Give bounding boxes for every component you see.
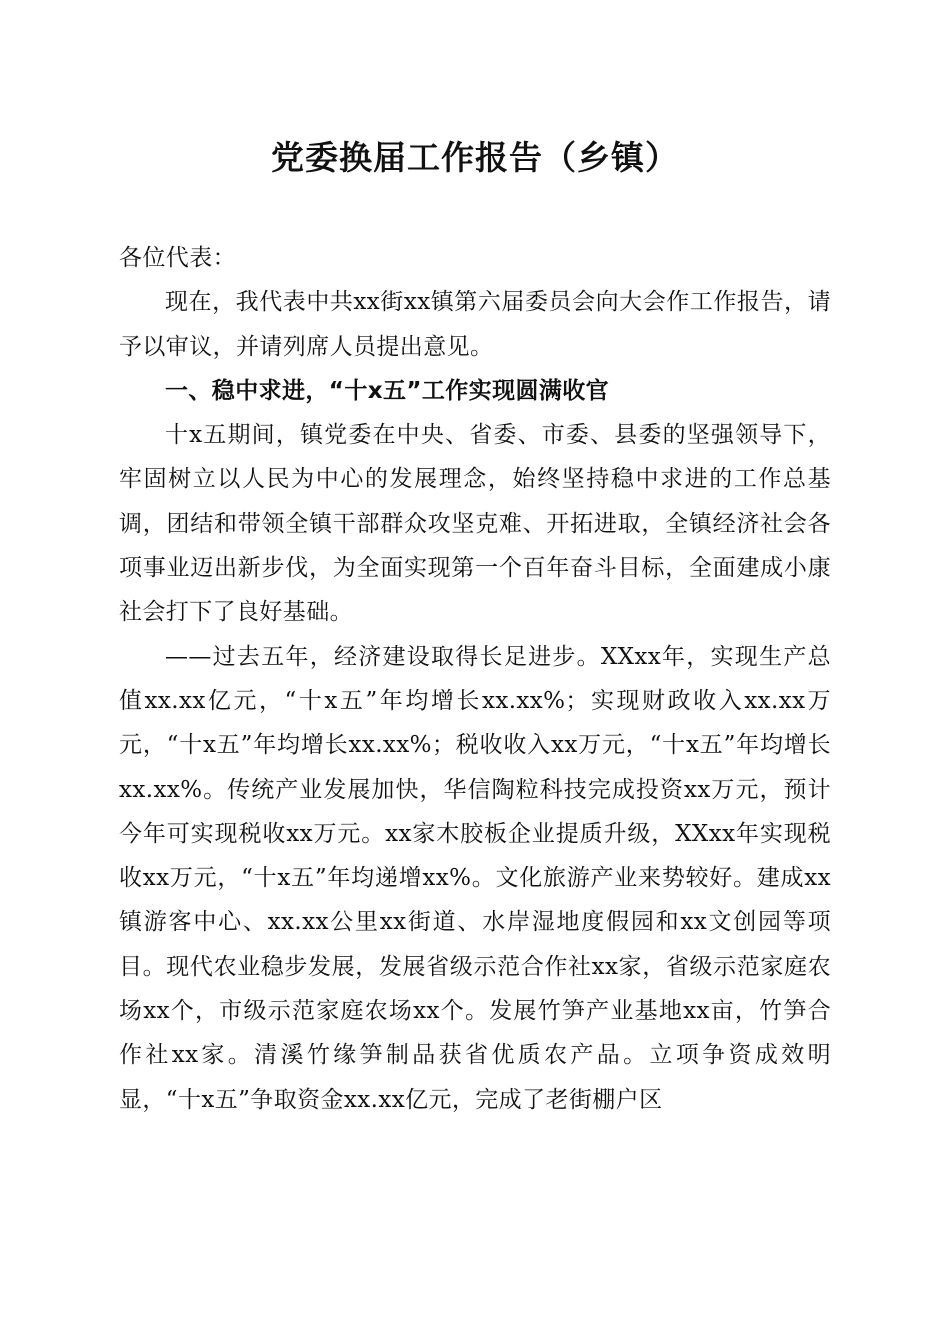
document-title: 党委换届工作报告（乡镇） — [271, 138, 679, 177]
document-body — [119, 236, 831, 1122]
intro-paragraph: 现在，我代表中共xx街xx镇第六届委员会向大会作工作报告，请予以审议，并请列席人员提出意见。 — [119, 289, 831, 360]
paragraph: 十x五期间，镇党委在中央、省委、市委、县委的坚强领导下，牢固树立以人民为中心的发展理念，始终坚持稳中求进的工作总基调，团结和带领全镇干部群众攻坚克难、开拓进取，全镇经济社会各项事业迈出新步伐，为全面实现第一个百年奋斗目标，全面建成小康社会打下了良好基础。 — [119, 422, 831, 626]
paragraph: ——过去五年，经济建设取得长足进步。XXxx年，实现生产总值xx.xx亿元，“十x五”年均增长xx.xx%；实现财政收入xx.xx万元，“十x五”年均增长xx.xx%；税收收入xx万元，“十x五”年均增长xx.xx%。传统产业发展加快，华信陶粒科技完成投资xx万元，预计今年可实现税收xx万元。xx家木胶板企业提质升级，XXxx年实现税收xx万元，“十x五”年均递增xx%。文化旅游产业来势较好。建成xx镇游客中心、xx.xx公里xx街道、水岸湿地度假园和xx文创园等项目。现代农业稳步发展，发展省级示范合作社xx家，省级示范家庭农场xx个，市级示范家庭农场xx个。发展竹笋产业基地xx亩，竹笋合作社xx家。清溪竹缘笋制品获省优质农产品。立项争资成效明显，“十x五”争取资金xx.xx亿元，完成了老街棚户区 — [119, 643, 831, 1113]
salutation: 各位代表： — [119, 245, 236, 271]
section-heading: 一、稳中求进，“十x五”工作实现圆满收官 — [165, 377, 610, 404]
